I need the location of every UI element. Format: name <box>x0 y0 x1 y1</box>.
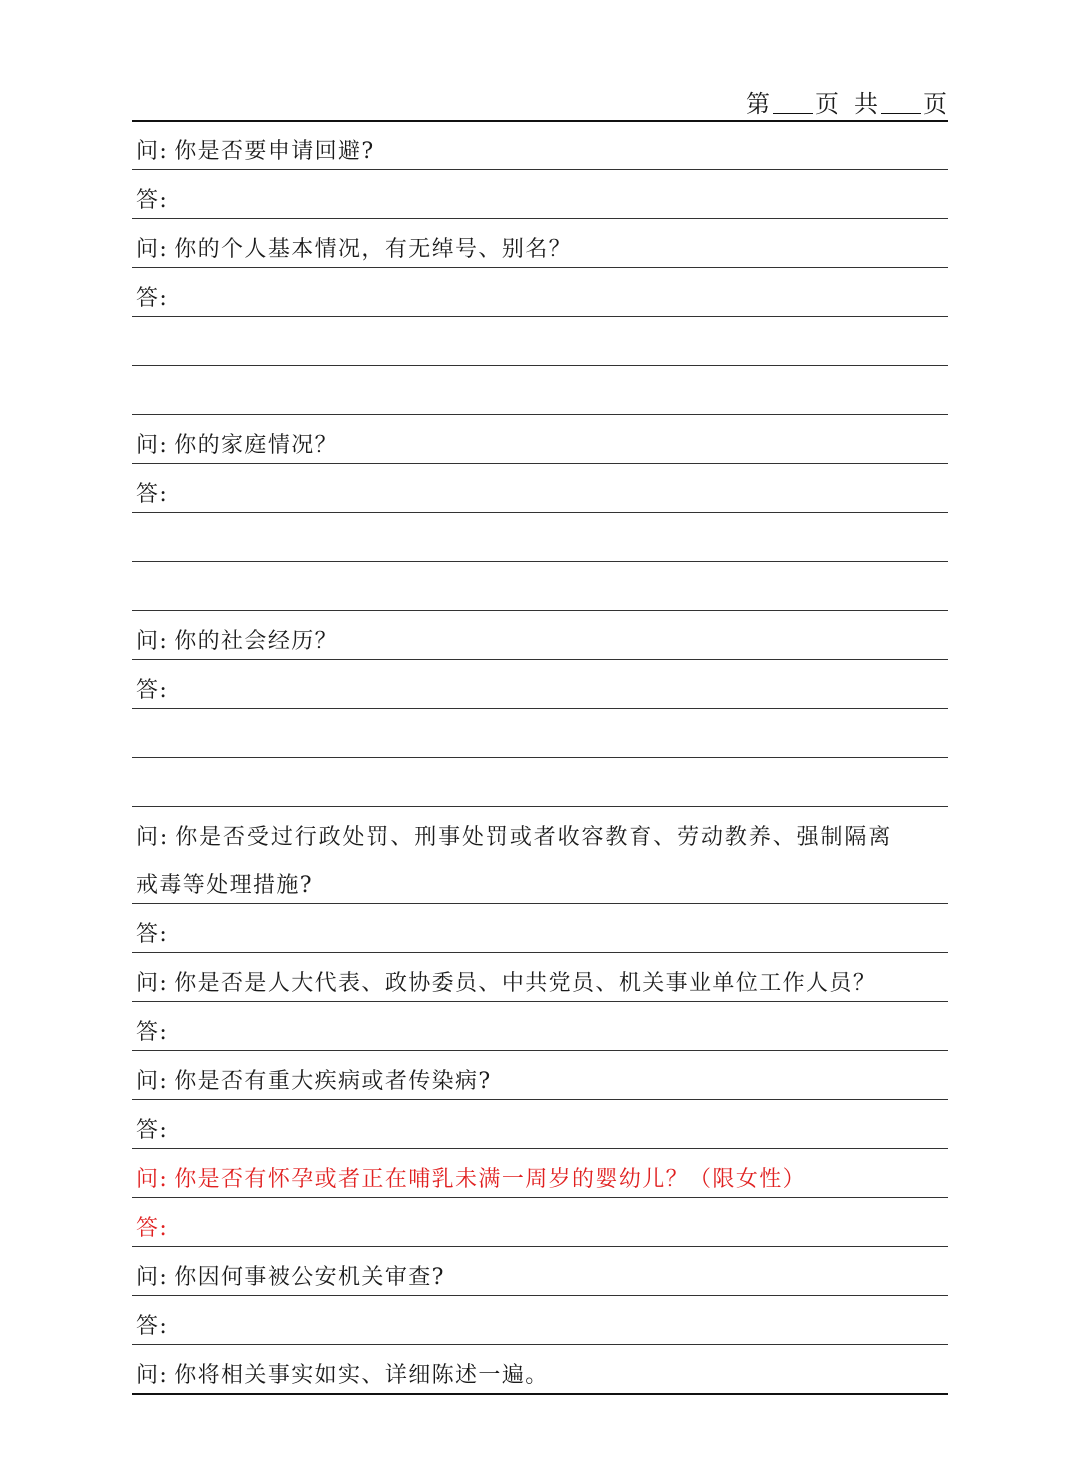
answer-row-highlighted[interactable] <box>132 1198 948 1247</box>
question-text: 你因何事被公安机关审查? <box>174 1265 445 1290</box>
page-number <box>746 84 948 119</box>
page-header <box>132 82 948 122</box>
question-text: 你是否有重大疾病或者传染病? <box>174 1069 492 1094</box>
question-row <box>132 1345 948 1395</box>
interrogation-record <box>132 121 948 1395</box>
answer-blank-line[interactable] <box>132 758 948 807</box>
question-row <box>132 807 948 855</box>
answer-row[interactable] <box>132 170 948 219</box>
question-label: 问: <box>136 1363 169 1388</box>
answer-label: 答: <box>136 1118 169 1143</box>
answer-label: 答: <box>136 1020 169 1045</box>
question-text: 你是否要申请回避? <box>174 139 375 164</box>
answer-blank-line[interactable] <box>132 513 948 562</box>
total-label-suffix: 页 <box>923 90 948 118</box>
answer-row[interactable] <box>132 1002 948 1051</box>
question-label: 问: <box>136 825 170 850</box>
question-row <box>132 415 948 464</box>
answer-label: 答: <box>136 678 169 703</box>
page-label-suffix: 页 <box>815 90 840 118</box>
question-row <box>132 121 948 170</box>
question-label: 问: <box>136 629 169 654</box>
question-text: 你是否受过行政处罚、刑事处罚或者收容教育、劳动教养、强制隔离 <box>175 825 893 850</box>
page-label: 第 <box>746 90 771 118</box>
question-label: 问: <box>136 971 169 996</box>
question-label: 问: <box>136 237 169 262</box>
answer-blank-line[interactable] <box>132 562 948 611</box>
answer-label: 答: <box>136 1314 169 1339</box>
answer-blank-line[interactable] <box>132 317 948 366</box>
total-pages-field[interactable] <box>881 91 921 114</box>
question-row <box>132 611 948 660</box>
answer-row[interactable] <box>132 660 948 709</box>
answer-label: 答: <box>136 188 169 213</box>
answer-row[interactable] <box>132 904 948 953</box>
answer-label: 答: <box>136 482 169 507</box>
answer-label: 答: <box>136 286 169 311</box>
question-label: 问: <box>136 1069 169 1094</box>
question-text: 你的个人基本情况，有无绰号、别名？ <box>174 237 573 262</box>
page-number-field[interactable] <box>773 91 813 114</box>
question-row-continued <box>132 855 948 904</box>
question-row-highlighted <box>132 1149 948 1198</box>
question-text: 你的家庭情况？ <box>174 433 339 458</box>
answer-row[interactable] <box>132 1100 948 1149</box>
question-label: 问: <box>136 1265 169 1290</box>
question-text: 你将相关事实如实、详细陈述一遍。 <box>174 1363 549 1388</box>
answer-blank-line[interactable] <box>132 709 948 758</box>
question-text: 你是否是人大代表、政协委员、中共党员、机关事业单位工作人员？ <box>174 971 877 996</box>
question-row <box>132 953 948 1002</box>
answer-row[interactable] <box>132 1296 948 1345</box>
question-row <box>132 219 948 268</box>
answer-row[interactable] <box>132 464 948 513</box>
question-text: 戒毒等处理措施? <box>136 873 313 898</box>
answer-row[interactable] <box>132 268 948 317</box>
question-row <box>132 1247 948 1296</box>
total-label: 共 <box>854 90 879 118</box>
question-label: 问: <box>136 433 169 458</box>
answer-label: 答: <box>136 1216 169 1241</box>
question-text: 你的社会经历？ <box>174 629 339 654</box>
question-label: 问: <box>136 139 169 164</box>
question-label: 问: <box>136 1167 169 1192</box>
answer-blank-line[interactable] <box>132 366 948 415</box>
question-row <box>132 1051 948 1100</box>
answer-label: 答: <box>136 922 169 947</box>
question-text: 你是否有怀孕或者正在哺乳未满一周岁的婴幼儿？（限女性） <box>174 1167 807 1192</box>
